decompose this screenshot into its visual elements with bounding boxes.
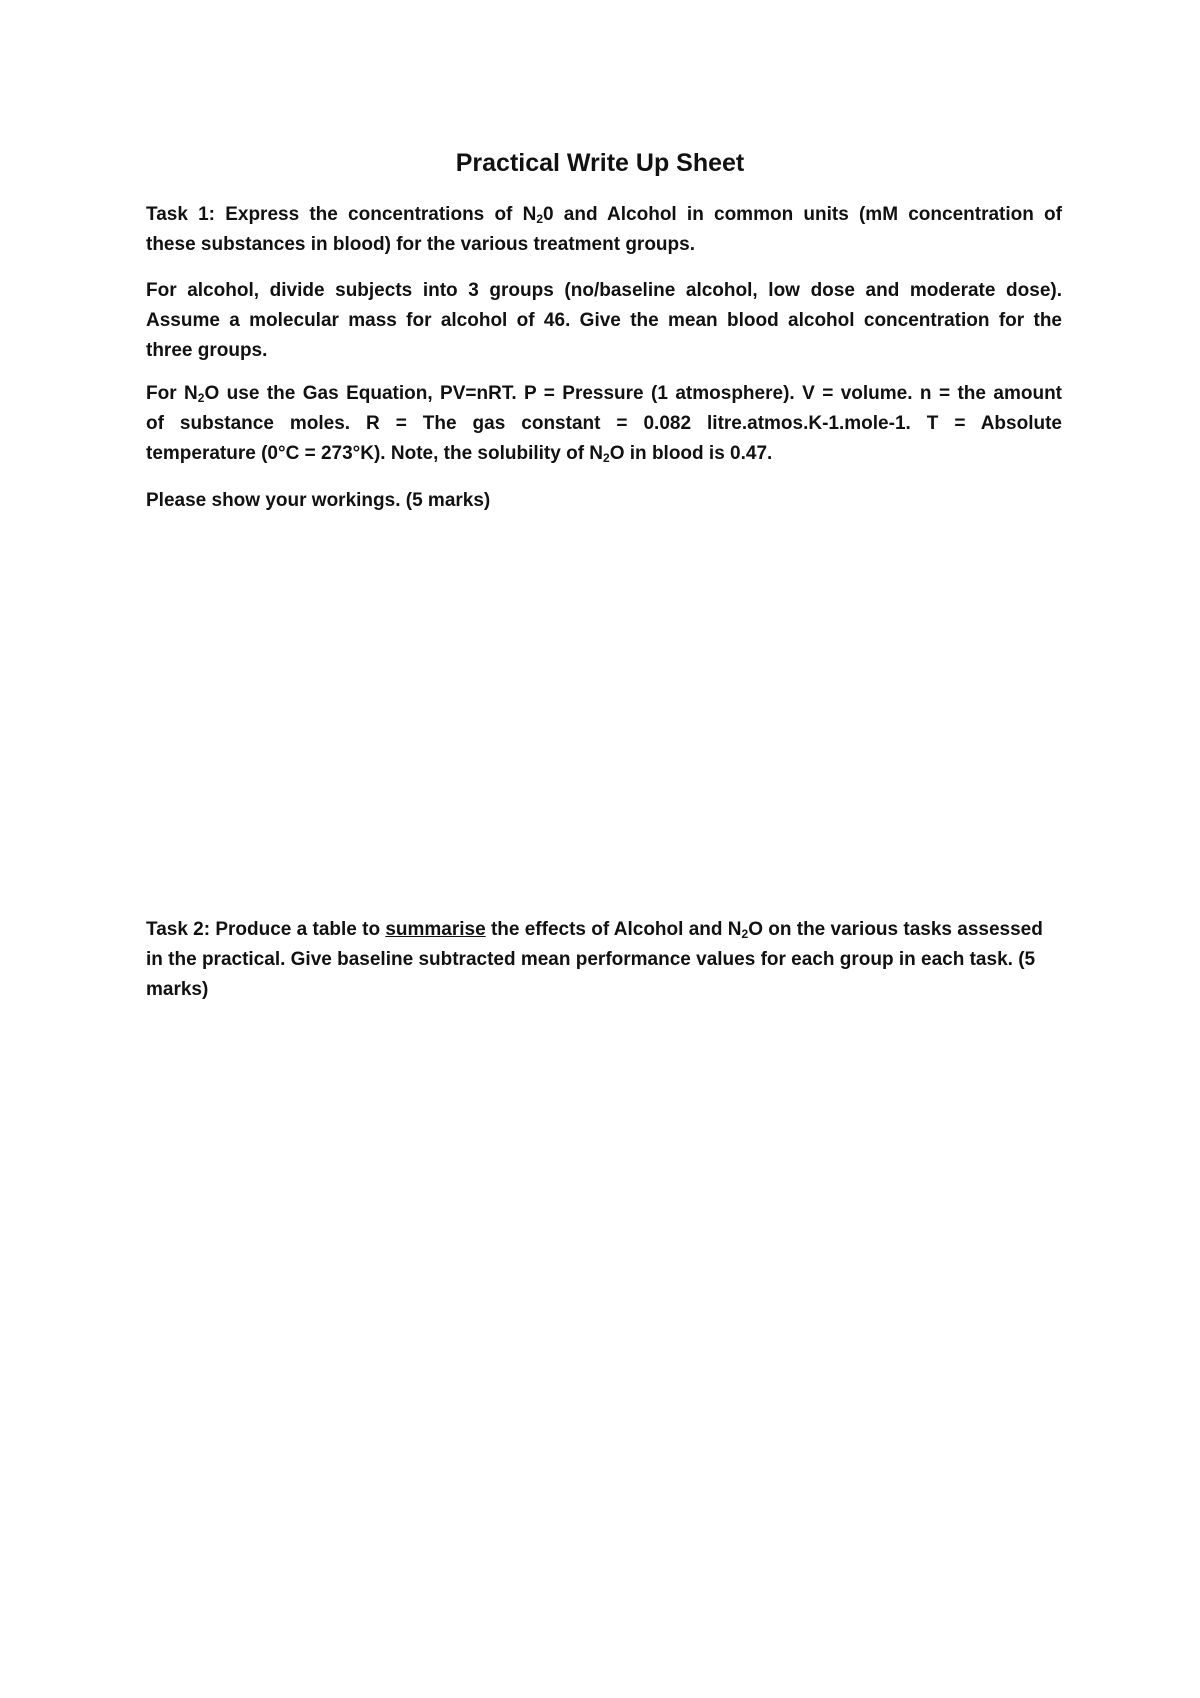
task1-line-2: these substances in blood) for the various treatment groups. — [146, 234, 695, 255]
task1-answer-space[interactable] — [146, 530, 1062, 900]
task1-line-1-text-b: 0 and Alcohol in common units (mM concentration of — [543, 204, 1062, 225]
task2-line-2: in the practical. Give baseline subtracted mean performance values for each group in each task. (5 — [146, 949, 1036, 970]
task2-line-1 — [146, 915, 1062, 945]
task2-line-1-text-c: O on the various tasks assessed — [748, 919, 1043, 940]
alcohol-paragraph — [146, 276, 1062, 366]
n2o-line-3 — [146, 439, 1062, 469]
task2-line-3: marks) — [146, 979, 209, 1000]
n2o-paragraph — [146, 379, 1062, 469]
n2o-line-3-text-a: temperature (0°C = 273°K). Note, the solubility of N — [146, 443, 604, 464]
n2o-line-1-text-a: For N — [146, 383, 198, 404]
summarise-underlined-word: summarise — [385, 919, 486, 940]
task1-line-1 — [146, 200, 1062, 230]
n2o-line-1 — [146, 379, 1062, 409]
alcohol-line-1: For alcohol, divide subjects into 3 groups (no/baseline alcohol, low dose and moderate dose). — [146, 280, 1062, 301]
n2o-line-1-subscript: 2 — [197, 391, 205, 405]
task2-line-1-text-b: the effects of Alcohol and N — [485, 919, 742, 940]
task1-line-1-subscript: 2 — [536, 212, 543, 226]
task2-line-1-subscript: 2 — [741, 927, 749, 941]
workings-instruction — [146, 486, 1062, 516]
task1-line-1-text-a: Task 1: Express the concentrations of N — [146, 204, 537, 225]
task2-answer-space[interactable] — [146, 1020, 1062, 1620]
task2-paragraph — [146, 915, 1062, 1005]
alcohol-line-2: Assume a molecular mass for alcohol of 46. Give the mean blood alcohol concentration for the — [146, 310, 1062, 331]
alcohol-line-3: three groups. — [146, 340, 268, 361]
n2o-line-1-text-b: O use the Gas Equation, PV=nRT. P = Pressure (1 atmosphere). V = volume. n = the amount — [204, 383, 1063, 404]
n2o-line-2: of substance moles. R = The gas constant = 0.082 litre.atmos.K-1.mole-1. T = Absolute — [146, 413, 1062, 434]
task1-paragraph — [146, 200, 1062, 260]
task2-line-1-text-a: Task 2: Produce a table to — [146, 919, 386, 940]
n2o-line-3-subscript: 2 — [603, 451, 610, 465]
workings-line: Please show your workings. (5 marks) — [146, 490, 491, 511]
page-title: Practical Write Up Sheet — [455, 149, 745, 177]
n2o-line-3-text-b: O in blood is 0.47. — [609, 443, 773, 464]
